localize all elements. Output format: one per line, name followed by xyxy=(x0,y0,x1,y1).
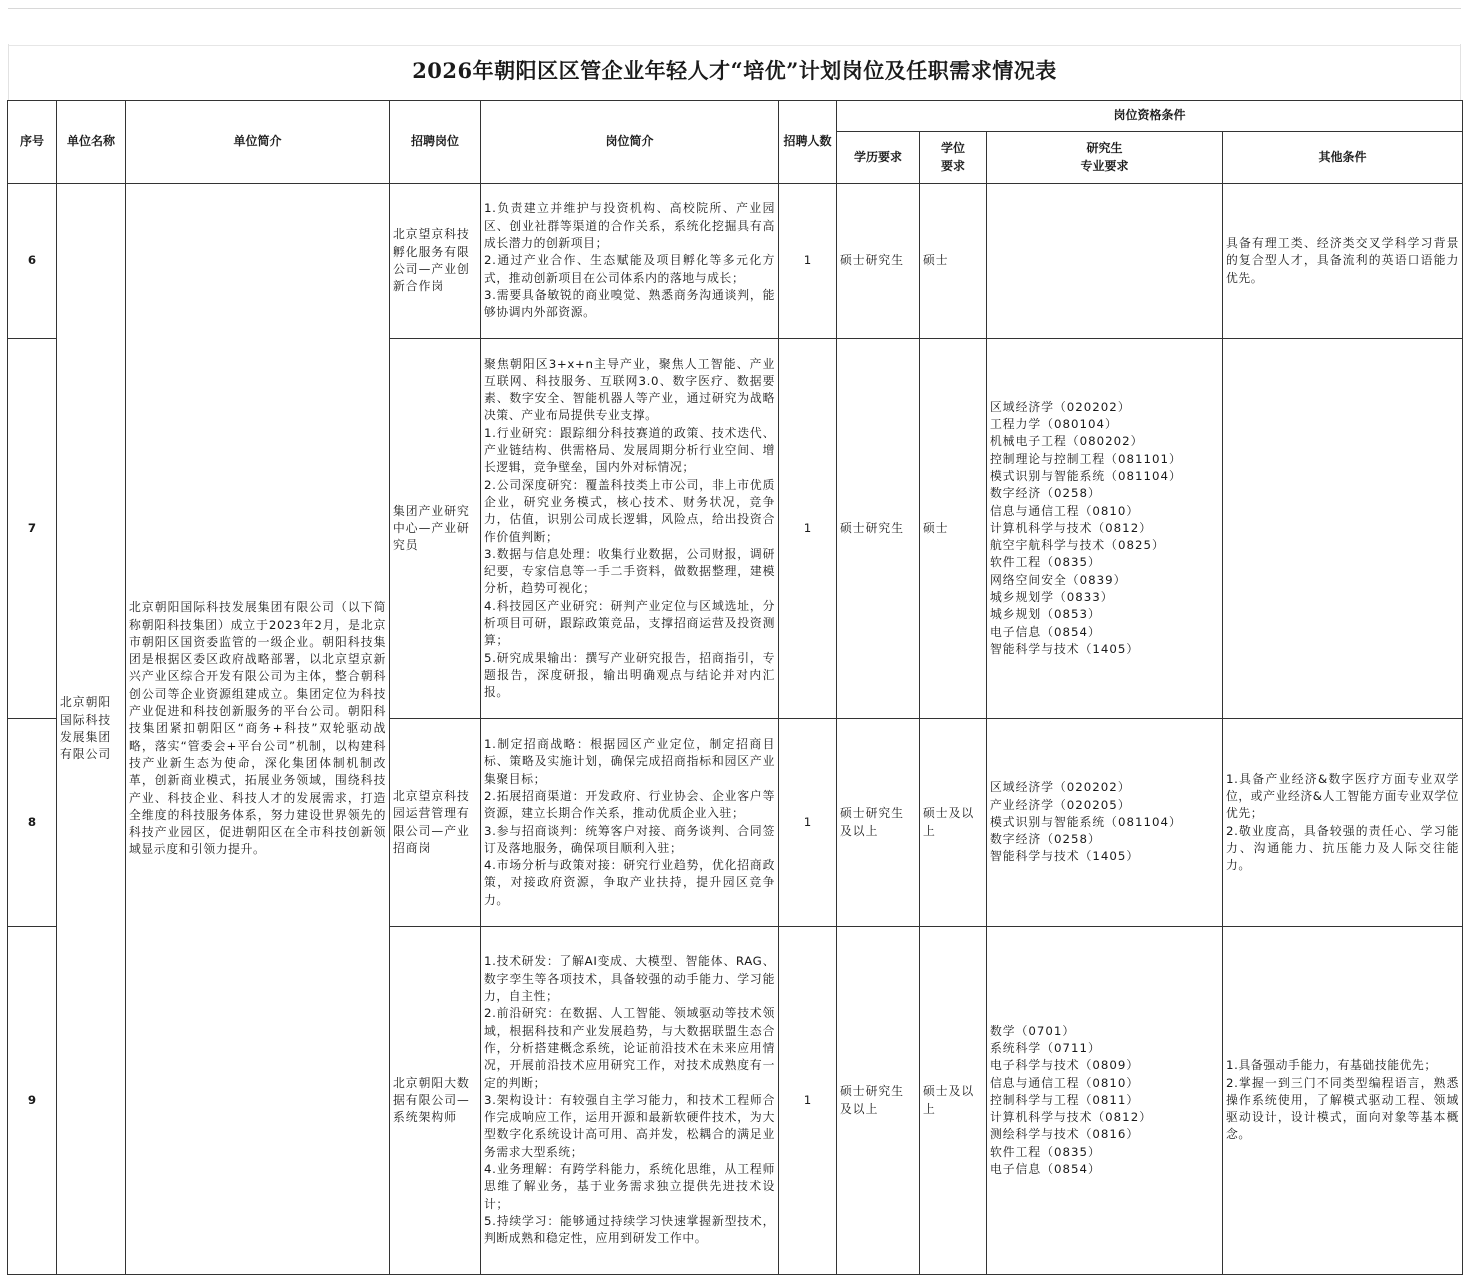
row-7-major-text: 区域经济学（020202） 工程力学（080104） 机械电子工程（080202） 控制理论与控制工程（081101） 模式识别与智能系统（081104） 数字经济（0258） 信息与通信工程（0810） 计算机科学与技术（0812） 航空宇航科学与技术（0825） 软件工程（0835） 网络空间安全（0839） 城乡规划学（0833） 城乡规划（0853） 电子信息（0854） 智能科学与技术（1405） xyxy=(990,399,1182,656)
row-8-degree: 硕士及以上 xyxy=(920,719,987,927)
row-6-position: 北京望京科技孵化服务有限公司—产业创新合作岗 xyxy=(390,184,481,339)
row-7-intro xyxy=(481,339,779,719)
row-8-other xyxy=(1223,719,1463,927)
row-6-education: 硕士研究生 xyxy=(837,184,920,339)
row-9-position: 北京朝阳大数据有限公司—系统架构师 xyxy=(390,927,481,1275)
row-9-other xyxy=(1223,927,1463,1275)
row-6-major xyxy=(987,184,1223,339)
row-9-major-text: 数学（0701） 系统科学（0711） 电子科学与技术（0809） 信息与通信工程（0810） 控制科学与工程（0811） 计算机科学与技术（0812） 测绘科学与技术（0816） 软件工程（0835） 电子信息（0854） xyxy=(990,1023,1152,1177)
row-7-major xyxy=(987,339,1223,719)
row-7-intro-text: 聚焦朝阳区3+x+n主导产业，聚焦人工智能、产业互联网、科技服务、互联网3.0、数字医疗、数据要素、数字安全、智能机器人等产业，通过研究为战略决策、产业布局提供专业支撑。 1.行业研究：跟踪细分科技赛道的政策、技术迭代、产业链结构、供需格局、发展周期分析行业空间、增长逻辑，竞争壁垒，国内外对标情况； 2.公司深度研究：覆盖科技类上市公司，非上市优质企业，研究业务模式，核心技术、财务状况，竞争力，估值，识别公司成长逻辑，风险点，给出投资合作价值判断； 3.数据与信息处理：收集行业数据，公司财报，调研纪要，专家信息等一手二手资料，做数据整理，建模分析，趋势可视化； 4.科技园区产业研究：研判产业定位与区域选址，分析项目可研，跟踪政策竞品，支撑招商运营及投资测算； 5.研究成果输出：撰写产业研究报告，招商指引，专题报告，深度研报，输出明确观点与结论并对内汇报。 xyxy=(484,356,775,700)
header-position: 招聘岗位 xyxy=(390,101,481,184)
row-8-seq: 8 xyxy=(8,719,57,927)
row-6-intro xyxy=(481,184,779,339)
row-8-major xyxy=(987,719,1223,927)
unit-intro-cell: 北京朝阳国际科技发展集团有限公司（以下简称朝阳科技集团）成立于2023年2月，是北京市朝阳区国资委监管的一级企业。朝阳科技集团是根据区委区政府战略部署，以北京望京新兴产业区综合开发有限公司为主体，整合朝科创公司等企业资源组建成立。集团定位为科技产业促进和科技创新服务的平台公司。朝阳科技集团紧扣朝阳区“商务+科技”双轮驱动战略，落实“管委会+平台公司”机制，以构建科技产业新生态为使命，深化集团体制机制改革，创新商业模式，拓展业务领域，围绕科技产业、科技企业、科技人才的发展需求，打造全维度的科技服务体系，努力建设世界领先的科技产业园区，促进朝阳区在全市科技创新领域显示度和引领力提升。 xyxy=(126,184,390,1275)
row-7-seq: 7 xyxy=(8,339,57,719)
header-position-intro: 岗位简介 xyxy=(481,101,779,184)
recruitment-table xyxy=(7,100,1463,1275)
document-title: 2026年朝阳区区管企业年轻人才“培优”计划岗位及任职需求情况表 xyxy=(412,58,1057,83)
header-major-text: 研究生 专业要求 xyxy=(1080,141,1129,173)
row-6-seq: 6 xyxy=(8,184,57,339)
row-9-education: 硕士研究生及以上 xyxy=(837,927,920,1275)
header-unit-intro: 单位简介 xyxy=(126,101,390,184)
row-8-intro xyxy=(481,719,779,927)
row-8-other-text: 1.具备产业经济&数字医疗方面专业双学位，或产业经济&人工智能方面专业双学位优先； 2.敬业度高，具备较强的责任心、学习能力、沟通能力、抗压能力及人际交往能力。 xyxy=(1226,771,1460,873)
row-7-position: 集团产业研究中心—产业研究员 xyxy=(390,339,481,719)
row-8-count: 1 xyxy=(779,719,837,927)
header-row-1 xyxy=(8,101,1463,132)
row-9-seq: 9 xyxy=(8,927,57,1275)
row-9-count: 1 xyxy=(779,927,837,1275)
row-8-education: 硕士研究生及以上 xyxy=(837,719,920,927)
row-9-intro-text: 1.技术研发：了解AI变成、大模型、智能体、RAG、数字孪生等各项技术，具备较强的动手能力、学习能力，自主性； 2.前沿研究：在数据、人工智能、领域驱动等技术领域，根据科技和产业发展趋势，与大数据联盟生态合作，分析搭建概念系统，论证前沿技术在未来应用情况，开展前沿技术应用研究工作，对技术成熟度有一定的判断； 3.架构设计：有较强自主学习能力，和技术工程师合作完成响应工作，运用开源和最新软硬件技术，为大型数字化系统设计高可用、高并发，松耦合的满足业务需求大型系统； 4.业务理解：有跨学科能力，系统化思维，从工程师思维了解业务，基于业务需求独立提供先进技术设计； 5.持续学习：能够通过持续学习快速掌握新型技术，判断成熟和稳定性，应用到研发工作中。 xyxy=(484,954,775,1246)
row-9-intro xyxy=(481,927,779,1275)
row-9-degree: 硕士及以上 xyxy=(920,927,987,1275)
row-7-education: 硕士研究生 xyxy=(837,339,920,719)
table-row xyxy=(8,184,1463,339)
row-7-count: 1 xyxy=(779,339,837,719)
row-9-major xyxy=(987,927,1223,1275)
header-education: 学历要求 xyxy=(837,132,920,184)
header-degree-text: 学位 要求 xyxy=(940,141,965,173)
row-9-other-text: 1.具备强动手能力，有基础技能优先； 2.掌握一到三门不同类型编程语言，熟悉操作系统使用，了解模式驱动工程、领域驱动设计，设计模式，面向对象等基本概念。 xyxy=(1226,1058,1460,1142)
row-6-intro-text: 1.负责建立并维护与投资机构、高校院所、产业园区、创业社群等渠道的合作关系，系统化挖掘具有高成长潜力的创新项目； 2.通过产业合作、生态赋能及项目孵化等多元化方式，推动创新项目在公司体系内的落地与成长； 3.需要具备敏锐的商业嗅觉、熟悉商务沟通谈判，能够协调内外部资源。 xyxy=(484,201,775,320)
header-major xyxy=(987,132,1223,184)
header-qualifications: 岗位资格条件 xyxy=(837,101,1463,132)
header-seq: 序号 xyxy=(8,101,57,184)
unit-name-cell: 北京朝阳国际科技发展集团有限公司 xyxy=(57,184,126,1275)
top-gridline xyxy=(8,8,1461,46)
row-6-count: 1 xyxy=(779,184,837,339)
row-8-intro-text: 1.制定招商战略：根据园区产业定位，制定招商目标、策略及实施计划，确保完成招商指标和园区产业集聚目标； 2.拓展招商渠道：开发政府、行业协会、企业客户等资源，建立长期合作关系，推动优质企业入驻； 3.参与招商谈判：统筹客户对接、商务谈判、合同签订及落地服务，确保项目顺利入驻； 4.市场分析与政策对接：研究行业趋势，优化招商政策，对接政府资源，争取产业扶持，提升园区竞争力。 xyxy=(484,737,775,907)
row-8-position: 北京望京科技园运营管理有限公司—产业招商岗 xyxy=(390,719,481,927)
row-7-other xyxy=(1223,339,1463,719)
row-8-major-text: 区域经济学（020202） 产业经济学（020205） 模式识别与智能系统（081104） 数字经济（0258） 智能科学与技术（1405） xyxy=(990,780,1182,864)
header-other: 其他条件 xyxy=(1223,132,1463,184)
row-6-other: 具备有理工类、经济类交叉学科学习背景的复合型人才，具备流利的英语口语能力优先。 xyxy=(1223,184,1463,339)
row-6-degree: 硕士 xyxy=(920,184,987,339)
header-unit-name: 单位名称 xyxy=(57,101,126,184)
header-degree xyxy=(920,132,987,184)
header-headcount: 招聘人数 xyxy=(779,101,837,184)
row-7-degree: 硕士 xyxy=(920,339,987,719)
